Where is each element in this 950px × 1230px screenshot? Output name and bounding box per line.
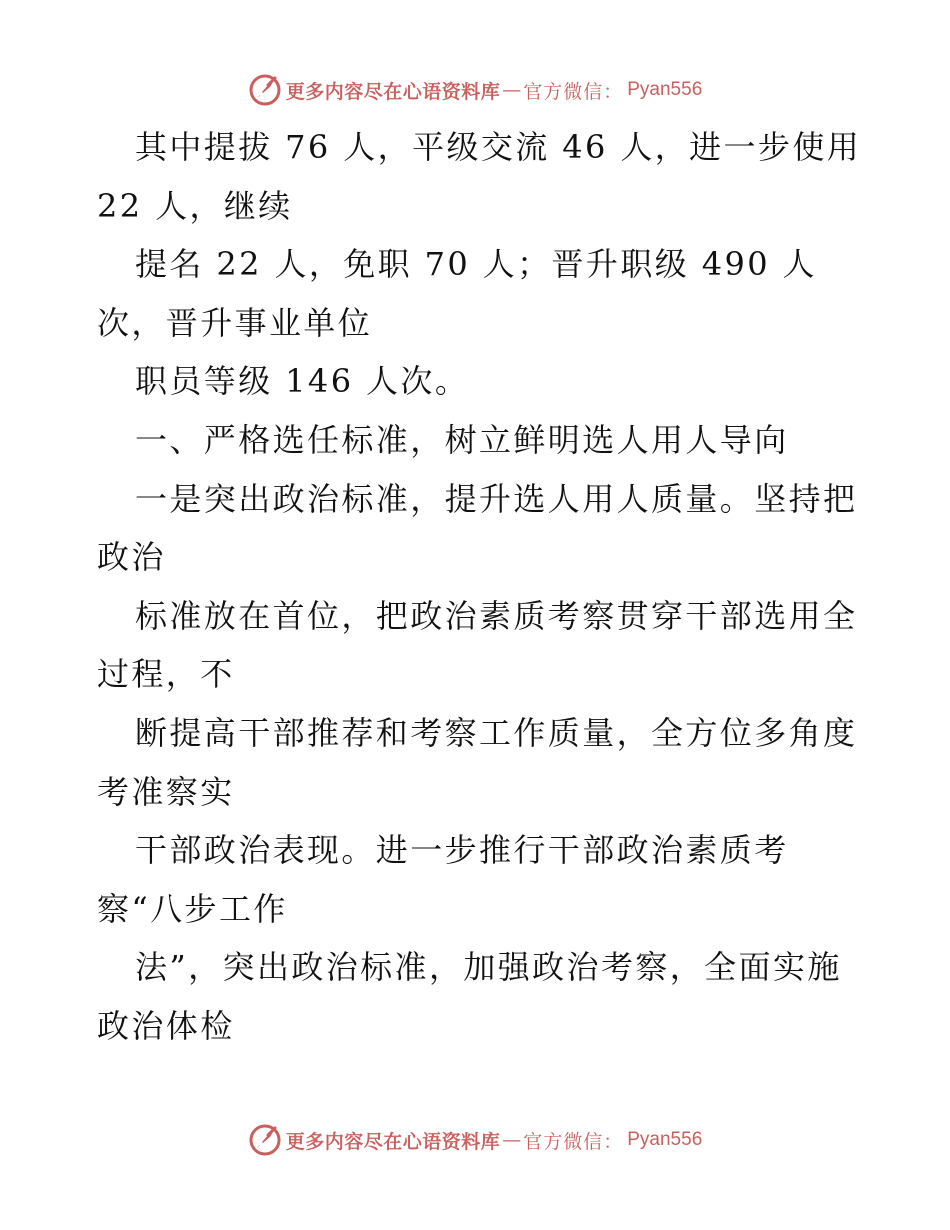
body-line-13: 干部政治表现。进一步推行干部政治素质考 — [135, 831, 789, 870]
body-line-14: 察“八步工作 — [97, 889, 288, 928]
banner-site-text: 更多内容尽在心语资料库 — [285, 1130, 501, 1153]
body-line-2: 22 人，继续 — [97, 186, 293, 225]
document-body — [97, 118, 862, 1056]
pen-nib-logo-icon — [248, 73, 282, 107]
pen-nib-logo-icon — [248, 1123, 282, 1157]
body-line-15: 法”，突出政治标准，加强政治考察，全面实施 — [135, 948, 842, 987]
banner-dash: — — [502, 79, 522, 101]
section-heading: 一、严格选任标准，树立鲜明选人用人导向 — [135, 420, 789, 459]
banner-site-text: 更多内容尽在心语资料库 — [285, 80, 501, 103]
body-line-5: 职员等级 146 人次。 — [135, 362, 470, 401]
body-line-11: 断提高干部推荐和考察工作质量，全方位多角度 — [135, 713, 858, 752]
banner-wechat-label: 官方微信： — [523, 80, 624, 103]
body-line-3: 提名 22 人，免职 70 人；晋升职级 490 人 — [135, 245, 817, 284]
body-line-8: 政治 — [97, 538, 166, 577]
header-banner — [0, 70, 950, 110]
banner-wechat-label: 官方微信： — [523, 1130, 624, 1153]
body-line-12: 考准察实 — [97, 772, 235, 811]
body-line-16: 政治体检 — [97, 1006, 235, 1045]
body-line-7: 一是突出政治标准，提升选人用人质量。坚持把 — [135, 479, 858, 518]
banner-wechat-id: Pyan556 — [627, 79, 703, 100]
body-line-9: 标准放在首位，把政治素质考察贯穿干部选用全 — [135, 596, 858, 635]
banner-wechat-id: Pyan556 — [627, 1129, 703, 1150]
footer-banner — [0, 1120, 950, 1160]
body-line-1: 其中提拔 76 人，平级交流 46 人，进一步使用 — [135, 128, 862, 166]
body-line-10: 过程，不 — [97, 655, 235, 694]
body-line-4: 次，晋升事业单位 — [97, 303, 373, 342]
banner-dash: — — [502, 1129, 522, 1151]
